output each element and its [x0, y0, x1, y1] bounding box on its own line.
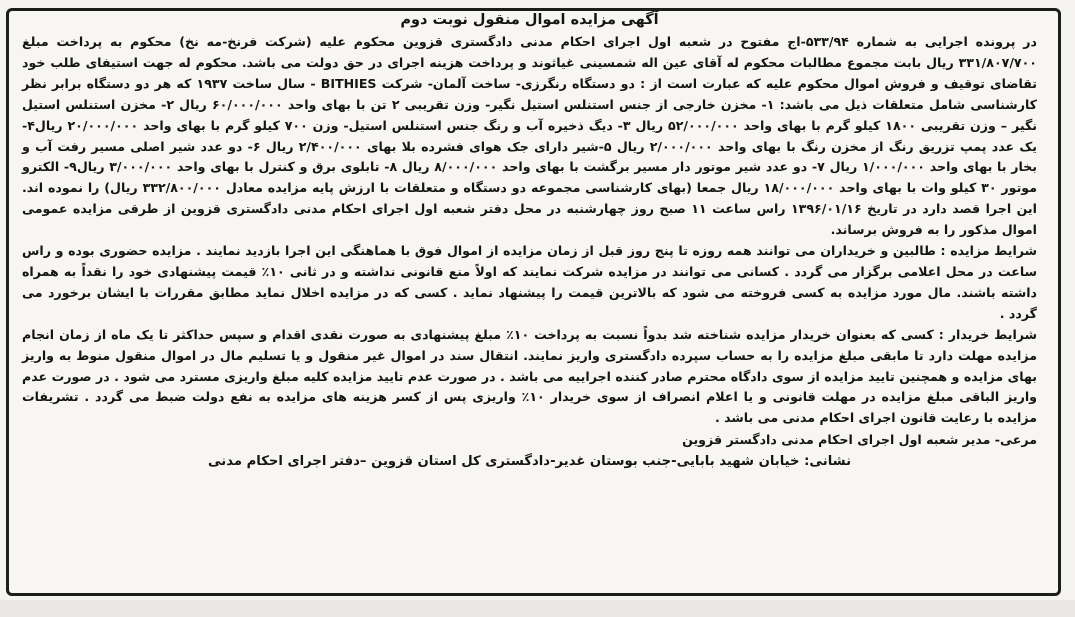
notice-content: [22, 10, 1037, 473]
notice-title: آگهی مزایده اموال منقول نوبت دوم: [400, 12, 659, 28]
auction-details-paragraph: در پرونده اجرایی به شماره ۵۳۳/۹۴-اج مفتوح در شعبه اول اجرای احکام مدنی دادگستری قزوین محکوم علیه (شرکت فرنخ-مه نخ) محکوم به پرداخت مبلغ ۳۳۱/۸۰۷/۷۰۰ ریال بابت مجموع مطالبات محکوم له آقای عین اله شمسینی غیاثوند و پرداخت هزینه اجرای در حق دولت می باشد. محکوم له جهت استیفای طلب خود تقاضای توقیف و فروش اموال محکوم علیه که عبارت است از : دو دستگاه رنگرزی- ساخت آلمان- شرکت BITHIES - سال ساخت ۱۹۳۷ که هر دو دستگاه برابر نظر کارشناسی شامل متعلقات ذیل می باشد: ۱- مخزن خارجی از جنس استنلس استیل نگیر- وزن تقریبی ۲ تن با بهای واحد ۶۰/۰۰۰/۰۰۰ ریال ۲- مخزن استنلس استیل نگیر – وزن تقریبی ۱۸۰۰ کیلو گرم با بهای واحد ۵۲/۰۰۰/۰۰۰ ریال ۳- دیگ ذخیره آب و رنگ جنس استنلس استیل- وزن ۷۰۰ کیلو گرم با بهای واحد ۲۰/۰۰۰/۰۰۰ ریال۴- یک عدد پمپ تزریق رنگ از مخزن رنگ با بهای واحد ۲/۰۰۰/۰۰۰ ریال ۵-شیر دارای جک هوای فشرده بلا بهای ۲/۴۰۰/۰۰۰ ریال ۶- دو عدد شیر اصلی مسیر رفت آب و بخار با بهای واحد ۱/۰۰۰/۰۰۰ ریال ۷- دو عدد شیر موتور دار مسیر برگشت با بهای واحد ۸/۰۰۰/۰۰۰ ریال ۸- تابلوی برق و کنترل با بهای واحد ۳/۰۰۰/۰۰۰ ریال۹- الکترو موتور ۳۰ کیلو وات با بهای واحد ۱۸/۰۰۰/۰۰۰ ریال جمعا (بهای کارشناسی مجموعه دو دستگاه و متعلقات با ارزش پایه مزایده معادل ۳۳۲/۸۰۰/۰۰۰ ریال) را نموده اند. این اجرا قصد دارد در تاریخ ۱۳۹۶/۰۱/۱۶ راس ساعت ۱۱ صبح روز چهارشنبه در محل دفتر شعبه اول اجرای احکام مدنی دادگستری قزوین از طرقی مزایده عمومی اموال مذکور را به فروش برساند.: [22, 34, 1038, 238]
signature-line: مرعی- مدیر شعبه اول اجرای احکام مدنی دادگستر قزوین: [682, 432, 1037, 448]
auction-conditions-paragraph: شرایط مزایده : طالبین و خریداران می توانند همه روزه تا پنج روز قبل از زمان مزایده از اموال فوق با هماهنگی این اجرا بازدید نمایند . مزایده حضوری بوده و راس ساعت در محل اعلامی برگزار می گردد . کسانی می توانند در مزایده شرکت نمایند که اولاً منع قانونی نداشته و در ثانی ۱۰٪ قیمت پیشنهادی خود را نقداً به همراه داشته باشند. مال مورد مزایده به کسی فروخته می شود که بالاترین قیمت را پیشنهاد نماید . کسی که در مزایده اخلال نماید مطابق مقررات با ایشان برخورد می گردد .: [22, 243, 1037, 321]
address-line: نشانی: خیابان شهید بابایی-جنب بوستان غدیر-دادگستری کل استان قزوین –دفتر اجرای احکام مدنی: [207, 454, 852, 470]
page-bottom-edge: [0, 600, 1075, 617]
buyer-conditions-paragraph: شرایط خریدار : کسی که بعنوان خریدار مزایده شناخته شد بدواً نسبت به پرداخت ۱۰٪ مبلغ پیشنهادی به صورت نقدی اقدام و سپس حداکثر تا یک ماه از زمان انجام مزایده مهلت دارد تا مابقی مبلغ مزایده را به حساب سپرده دادگستری واریز نمایند. انتقال سند در اموال غیر منقول و یا تسلیم مال در اموال منقول منوط به واریز بهای مزایده و همچنین تایید مزایده از سوی دادگاه محترم صادر کننده اجراییه می باشد . در صورت عدم تایید مزایده کلیه مبلغ واریزی مسترد می شود . در صورت عدم واریز الباقی مبلغ مزایده در مهلت قانونی و یا اعلام انصراف از سوی خریدار ۱۰٪ واریزی پس از کسر هزینه های مزایده به نفع دولت ضبط می گردد . تشریفات مزایده با رعایت قانون اجرای احکام مدنی می باشد .: [22, 326, 1038, 426]
